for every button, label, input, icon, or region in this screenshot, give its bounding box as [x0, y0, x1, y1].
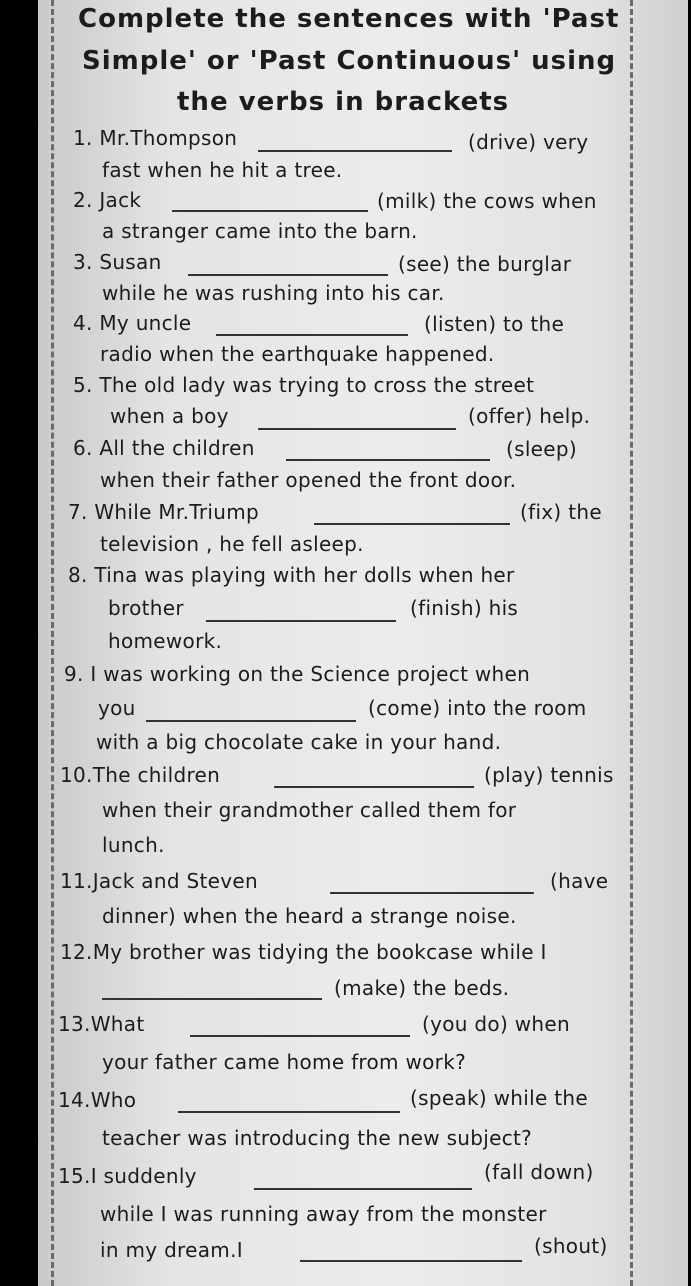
item-15-blank-2[interactable]	[300, 1242, 522, 1262]
item-9-blank[interactable]	[146, 702, 356, 722]
item-8-verb: (finish) his	[410, 596, 519, 620]
item-8-cont: brother	[108, 596, 184, 620]
item-8-start: 8. Tina was playing with her dolls when her	[68, 563, 515, 587]
item-3-start: 3. Susan	[73, 250, 162, 274]
item-14-verb: (speak) while the	[410, 1086, 588, 1110]
item-2-start: 2. Jack	[73, 188, 142, 212]
item-2-cont: a stranger came into the barn.	[102, 219, 418, 243]
item-14-cont: teacher was introducing the new subject?	[102, 1126, 533, 1150]
item-6-blank[interactable]	[286, 441, 490, 461]
item-13-blank[interactable]	[190, 1017, 410, 1037]
item-10-cont-2: lunch.	[102, 833, 165, 857]
item-2-verb: (milk) the cows when	[377, 189, 597, 213]
item-13-cont: your father came home from work?	[102, 1050, 466, 1074]
item-13-start: 13.What	[58, 1012, 145, 1036]
item-11-blank[interactable]	[330, 874, 534, 894]
item-15-blank[interactable]	[254, 1170, 472, 1190]
item-3-blank[interactable]	[188, 256, 388, 276]
item-3-cont: while he was rushing into his car.	[102, 281, 445, 305]
item-5-blank[interactable]	[258, 410, 456, 430]
item-14-start: 14.Who	[58, 1088, 137, 1112]
item-7-blank[interactable]	[314, 505, 510, 525]
item-9-start: 9. I was working on the Science project when	[64, 662, 531, 686]
item-15-start: 15.I suddenly	[58, 1164, 197, 1188]
item-6-verb: (sleep)	[506, 437, 577, 461]
item-10-blank[interactable]	[274, 768, 474, 788]
item-15-cont: while I was running away from the monster	[100, 1202, 547, 1226]
item-5-start: 5. The old lady was trying to cross the street	[73, 373, 535, 397]
item-11-start: 11.Jack and Steven	[60, 869, 258, 893]
item-1-start: 1. Mr.Thompson	[73, 126, 238, 150]
item-4-blank[interactable]	[216, 316, 408, 336]
worksheet-page	[38, 0, 688, 1286]
item-8-blank[interactable]	[206, 602, 396, 622]
item-10-start: 10.The children	[60, 763, 221, 787]
item-12-verb: (make) the beds.	[334, 976, 510, 1000]
item-14-blank[interactable]	[178, 1093, 400, 1113]
item-8-cont-2: homework.	[108, 629, 223, 653]
item-12-blank[interactable]	[102, 980, 322, 1000]
left-dashed-border	[51, 0, 54, 1286]
item-7-verb: (fix) the	[520, 500, 602, 524]
right-dashed-border	[630, 0, 633, 1286]
item-7-cont: television , he fell asleep.	[100, 532, 364, 556]
item-4-start: 4. My uncle	[73, 311, 192, 335]
item-4-verb: (listen) to the	[424, 312, 565, 336]
item-15-verb-2: (shout)	[534, 1234, 608, 1258]
item-10-cont: when their grandmother called them for	[102, 798, 517, 822]
item-9-verb: (come) into the room	[368, 696, 587, 720]
item-1-verb: (drive) very	[468, 130, 589, 154]
item-11-cont: dinner) when the heard a strange noise.	[102, 904, 517, 928]
item-6-cont: when their father opened the front door.	[100, 468, 517, 492]
item-6-start: 6. All the children	[73, 436, 255, 460]
item-2-blank[interactable]	[172, 192, 368, 212]
item-12-start: 12.My brother was tidying the bookcase while I	[60, 940, 547, 964]
item-5-cont: when a boy	[110, 404, 229, 428]
item-5-verb: (offer) help.	[468, 404, 591, 428]
item-3-verb: (see) the burglar	[398, 252, 572, 276]
item-7-start: 7. While Mr.Triump	[68, 500, 259, 524]
item-1-cont: fast when he hit a tree.	[102, 158, 343, 182]
title-line-3: the verbs in brackets	[177, 87, 510, 117]
title-line-1: Complete the sentences with 'Past	[78, 4, 620, 34]
item-10-verb: (play) tennis	[484, 763, 614, 787]
item-11-verb: (have	[550, 869, 609, 893]
item-13-verb: (you do) when	[422, 1012, 570, 1036]
title-line-2: Simple' or 'Past Continuous' using	[82, 46, 617, 76]
item-9-cont: you	[98, 696, 136, 720]
item-1-blank[interactable]	[258, 132, 452, 152]
item-15-cont-2: in my dream.I	[100, 1238, 243, 1262]
item-9-cont-2: with a big chocolate cake in your hand.	[96, 730, 502, 754]
item-4-cont: radio when the earthquake happened.	[100, 342, 495, 366]
item-15-verb: (fall down)	[484, 1160, 594, 1184]
